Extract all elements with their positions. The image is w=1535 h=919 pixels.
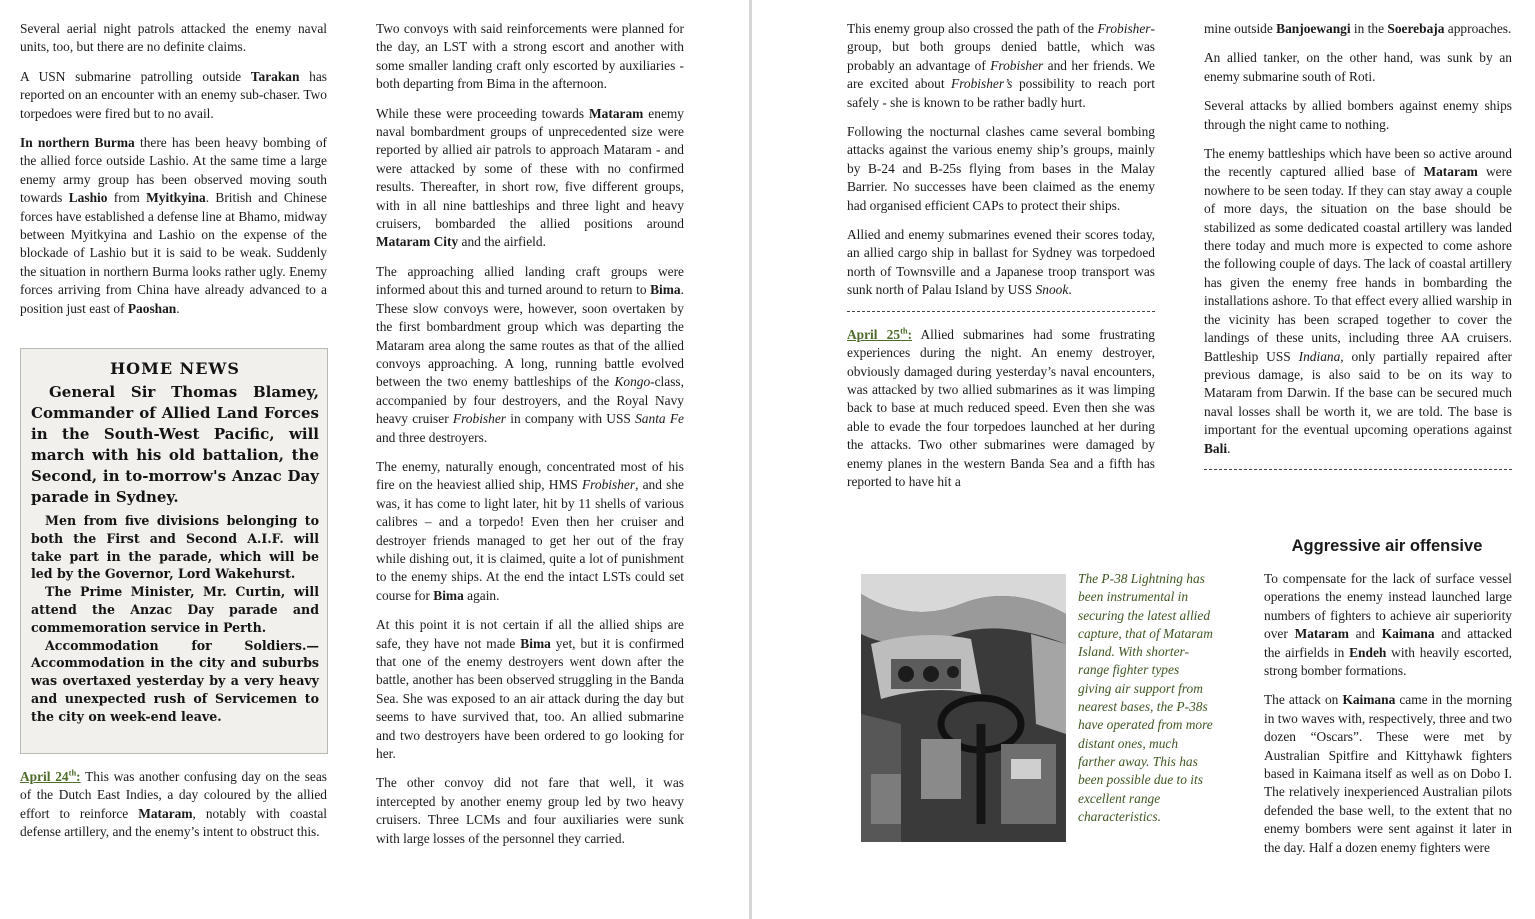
paragraph: While these were proceeding towards Mataram enemy naval bombardment groups of unprecedented size were reported by allied air patrols to approach Mataram - and were attacked by some of these with no confirmed results. Thereafter, in short row, five different groups, with in all nine battleships and three light and heavy cruisers, bombarded the allied positions around Mataram City and the airfield. — [376, 105, 684, 250]
paragraph: Two convoys with said reinforcements were planned for the day, an LST with a strong escort and another with some smaller landing craft only escorted by auxiliaries - both departing from Bima in the afternoon. — [376, 21, 684, 92]
photo-caption: The P-38 Lightning has been instrumental in securing the latest allied capture, that of Mataram Island. With shorter-range fighter types giving air support from nearest bases, the P-38s have operated from more distant ones, much farther away. This has been possible due to its excellent range characteristics. — [1078, 571, 1213, 824]
right-column-2-continued — [1264, 570, 1512, 868]
paragraph: This enemy group also crossed the path of the Frobisher-group, but both groups denied battle, which was probably an advantage of Frobisher and her friends. We are excited about Frobisher’s possibility to reach port safely - she is known to be rather badly hurt. — [847, 21, 1156, 110]
paragraph: A USN submarine patrolling outside Tarakan has reported on an encounter with an enemy sub-chaser. Two torpedoes were fired but to no avail. — [20, 68, 327, 121]
paragraph: An allied tanker, on the other hand, was sunk by an enemy submarine south of Roti. — [1204, 50, 1512, 84]
paragraph: mine outside Banjoewangi in the Soerebaja approaches. — [1204, 21, 1512, 36]
paragraph: The approaching allied landing craft groups were informed about this and turned around to return to Bima. These slow convoys were, however, soon overtaken by the first bombardment group which was departing the Mataram area along the same routes as that of the allied convoys approaching. A long, running battle evolved between the two enemy battleships of the Kongo-class, accompanied by four destroyers, and the Royal Navy heavy cruiser Frobisher in company with USS Santa Fe and three destroyers. — [376, 263, 684, 445]
paragraph: April 25th: Allied submarines had some frustrating experiences during the night. An enemy destroyer, obviously damaged during yesterday’s naval encounters, was attacked by two allied submarines as it was limping back to base at much reduced speed. Even then she was able to evade the four torpedoes launched at her during the attacks. Two other submarines were damaged by enemy planes in the western Banda Sea and a fifth has reported to have hit a — [847, 325, 1155, 489]
paragraph: The enemy, naturally enough, concentrated most of his fire on the heaviest allied ship, HMS Frobisher, and she was, it has come to light later, hit by 11 shells of various calibres – and a torpedo! Even then her cruiser and destroyer friends managed to get her out of the fray while dishing out, it is claimed, quite a lot of punishment to the enemy ships. At the end the intact LSTs could set course for Bima again. — [376, 458, 684, 603]
right-column-2 — [1204, 20, 1512, 484]
right-page — [754, 0, 1535, 919]
paragraph: Several attacks by allied bombers against enemy ships through the night came to nothing. — [1204, 98, 1512, 132]
paragraph: At this point it is not certain if all the allied ships are safe, they have not made Bima yet, but it is confirmed that one of the enemy destroyers went down after the battle, another has been observed struggling in the Banda Sea. She was exposed to an air attack during the day but seems to have survived that, too. An allied submarine and two destroyers have been ordered to go looking for her. — [376, 617, 684, 762]
cockpit-photo-image — [861, 574, 1066, 842]
paragraph: In northern Burma there has been heavy bombing of the allied force outside Lashio. At the same time a large enemy army group has been observed moving south towards Lashio from Myitkyina. British and Chinese forces have established a defense line at Bhamo, midway between Myitkyina and Lashio on the expense of the blockade of Lashio but it is said to be weak. Suddenly the situation in northern Burma looks rather ugly. Enemy forces arriving from China have already advanced to a position just east of Paoshan. — [20, 135, 328, 316]
clipping-lede: General Sir Thomas Blamey, Commander of Allied Land Forces in the South-West Pacific, will march with his old battalion, the Second, in to-morrow's Anzac Day parade in Sydney. — [31, 383, 319, 506]
left-page — [0, 0, 748, 919]
section-divider — [847, 311, 1155, 312]
date-label: April 25th: — [847, 325, 913, 342]
paragraph: The attack on Kaimana came in the morning in two waves with, respectively, three and two dozen “Oscars”. These were met by Australian Spitfire and Kittyhawk fighters based in Kaimana itself as well as on Dobo I. The relatively inexperienced Australian pilots defended the base well, to the extent that no enemy bombers were sent against it later in the day. Half a dozen enemy fighters were — [1264, 692, 1512, 855]
clipping-paragraph: Accommodation for Soldiers.— Accommodation in the city and suburbs was overtaxed yesterday by a very heavy and unexpected rush of Servicemen to the city on week-end leave. — [31, 637, 319, 724]
paragraph: To compensate for the lack of surface vessel operations the enemy instead launched large numbers of fighters to achieve air superiority over Mataram and Kaimana and attacked the airfields in Endeh with heavily escorted, strong bomber formations. — [1264, 571, 1512, 679]
clipping-paragraph: Men from five divisions belonging to both the First and Second A.I.F. will take part in the parade, which will be led by the Governor, Lord Wakehurst. — [31, 513, 319, 582]
left-column-1-continued — [20, 768, 327, 853]
paragraph: The enemy battleships which have been so active around the recently captured allied base of Mataram were nowhere to be seen today. If they can stay away a couple of more days, the situation on the base should be stabilized as some dedicated coastal artillery was landed there today and much more is expected to come ashore the following couple of days. The lack of coastal artillery has given the enemy free hands in bombarding the installations ashore. To that effect every allied warship in the vicinity has been scraped together to cover the landings of these units, including three AA cruisers. Battleship USS Indiana, only partially repaired after previous damage, is also said to be on its way to Mataram from Darwin. If the base can be secured much naval losses shall be worth it, we are told. The base is important for the eventual upcoming operations against Bali. — [1204, 146, 1512, 456]
left-column-1 — [20, 20, 327, 329]
paragraph: April 24th: This was another confusing day on the seas of the Dutch East Indies, a day coloured by the allied effort to reinforce Mataram, notably with coastal defense artillery, and the enemy’s intent to obstruct this. — [20, 767, 327, 840]
date-label: April 24th: — [20, 767, 81, 784]
clipping-headline: HOME NEWS — [110, 359, 240, 378]
right-column-1 — [847, 20, 1155, 502]
paragraph: The other convoy did not fare that well, it was intercepted by another enemy group led by two heavy cruisers. Three LCMs and four auxiliaries were sunk with large losses of the personnel they carried. — [376, 775, 684, 846]
page-spine — [749, 0, 752, 919]
section-heading: Aggressive air offensive — [1291, 537, 1483, 555]
paragraph: Following the nocturnal clashes came several bombing attacks against the various enemy ship’s groups, mainly by B-24 and B-25s flying from bases in the Malay Barrier. No successes have been claimed as the enemy had organised efficient CAPs to protect their ships. — [847, 124, 1155, 213]
section-divider — [1204, 469, 1512, 470]
paragraph: Several aerial night patrols attacked the enemy naval units, too, but there are no definite claims. — [20, 21, 327, 55]
clipping-paragraph: The Prime Minister, Mr. Curtin, will attend the Anzac Day parade and commemoration service in Perth. — [31, 584, 319, 635]
paragraph: Allied and enemy submarines evened their scores today, an allied cargo ship in ballast for Sydney was torpedoed north of Townsville and a Japanese troop transport was sunk north of Palau Island by USS Snook. — [847, 227, 1155, 298]
cockpit-photo — [861, 574, 1066, 842]
left-column-2 — [376, 20, 684, 859]
newspaper-clipping — [20, 348, 328, 754]
